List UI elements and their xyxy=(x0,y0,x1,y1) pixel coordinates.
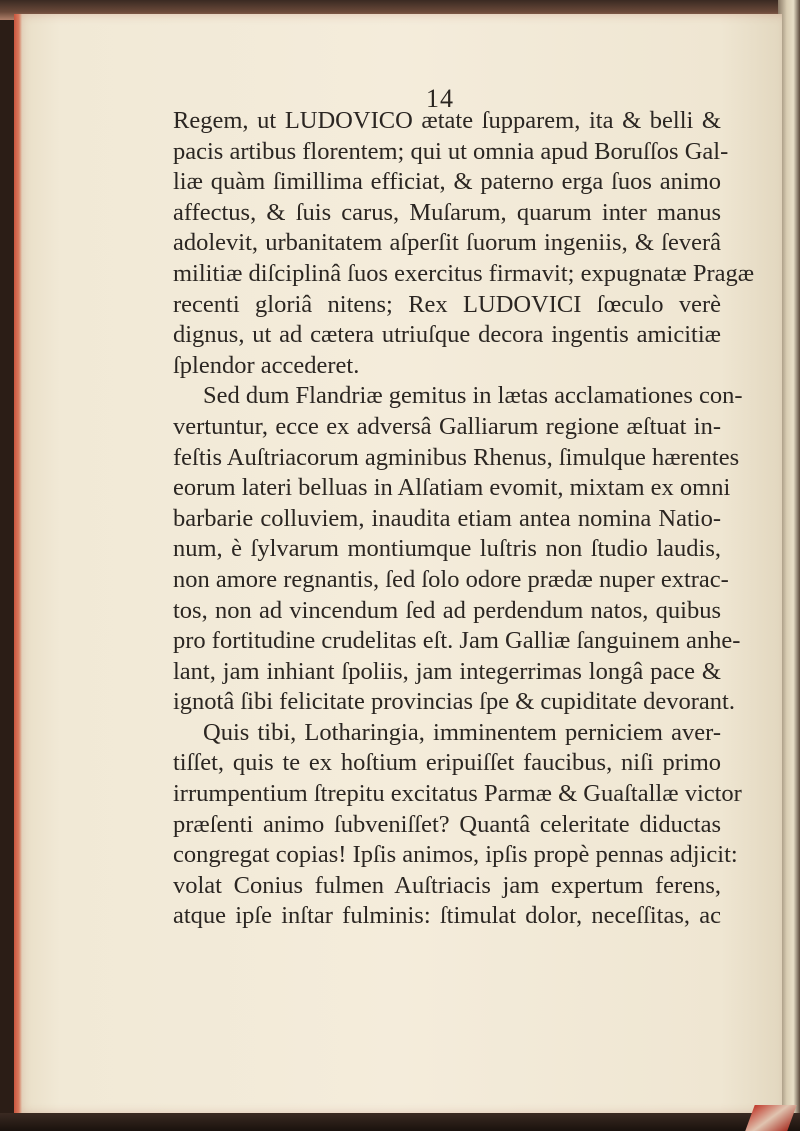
text-line: lant, jam inhiant ſpoliis, jam integerrimas longâ pace & xyxy=(173,657,721,685)
text-line: num, è ſylvarum montiumque luſtris non ſtudio laudis, xyxy=(173,535,721,563)
text-line: pro fortitudine crudelitas eſt. Jam Galliæ ſanguinem anhe- xyxy=(173,627,741,655)
text-line: irrumpentium ſtrepitu excitatus Parmæ & Guaſtallæ victor xyxy=(173,780,742,808)
book-bottom-edge xyxy=(0,1113,800,1131)
text-line: affectus, & ſuis carus, Muſarum, quarum inter manus xyxy=(173,198,721,226)
text-line: militiæ diſciplinâ ſuos exercitus firmavit; expugnatæ Pragæ xyxy=(173,259,755,287)
text-line: volat Conius fulmen Auſtriacis jam expertum ferens, xyxy=(173,871,721,899)
text-line: præſenti animo ſubveniſſet? Quantâ celeritate diductas xyxy=(173,810,721,838)
text-line: liæ quàm ſimillima efficiat, & paterno erga ſuos animo xyxy=(173,168,721,196)
text-line: tos, non ad vincendum ſed ad perdendum natos, quibus xyxy=(173,596,721,624)
text-line: dignus, ut ad cætera utriuſque decora ingentis amicitiæ xyxy=(173,321,721,349)
text-line: recenti gloriâ nitens; Rex LUDOVICI ſœculo verè xyxy=(173,290,721,318)
page-gutter-edge xyxy=(14,14,22,1114)
text-line: non amore regnantis, ſed ſolo odore prædæ nuper extrac- xyxy=(173,565,729,593)
text-line: eorum lateri belluas in Alſatiam evomit, mixtam ex omni xyxy=(173,474,731,502)
text-line: atque ipſe inſtar fulminis: ſtimulat dolor, neceſſitas, ac xyxy=(173,902,721,930)
page-text-block xyxy=(173,106,755,932)
text-line: vertuntur, ecce ex adversâ Galliarum regione æſtuat in- xyxy=(173,412,721,440)
text-line: pacis artibus florentem; qui ut omnia apud Boruſſos Gal- xyxy=(173,137,729,165)
text-line: ſplendor accederet. xyxy=(173,351,360,379)
text-line: Sed dum Flandriæ gemitus in lætas acclamationes con- xyxy=(203,382,743,410)
text-line: Quis tibi, Lotharingia, imminentem perniciem aver- xyxy=(203,718,721,746)
text-line: adolevit, urbanitatem aſperſit ſuorum ingeniis, & ſeverâ xyxy=(173,229,721,257)
text-line: tiſſet, quis te ex hoſtium eripuiſſet faucibus, niſi primo xyxy=(173,749,721,777)
text-line: congregat copias! Ipſis animos, ipſis propè pennas adjicit: xyxy=(173,841,738,869)
text-line: barbarie colluviem, inaudita etiam antea nomina Natio- xyxy=(173,504,721,532)
text-line: Regem, ut LUDOVICO ætate ſupparem, ita & belli & xyxy=(173,107,721,134)
text-line: feſtis Auſtriacorum agminibus Rhenus, ſimulque hærentes xyxy=(173,443,740,471)
page-number: 14 xyxy=(426,84,454,113)
text-line: ignotâ ſibi felicitate provincias ſpe & cupiditate devorant. xyxy=(173,688,735,716)
